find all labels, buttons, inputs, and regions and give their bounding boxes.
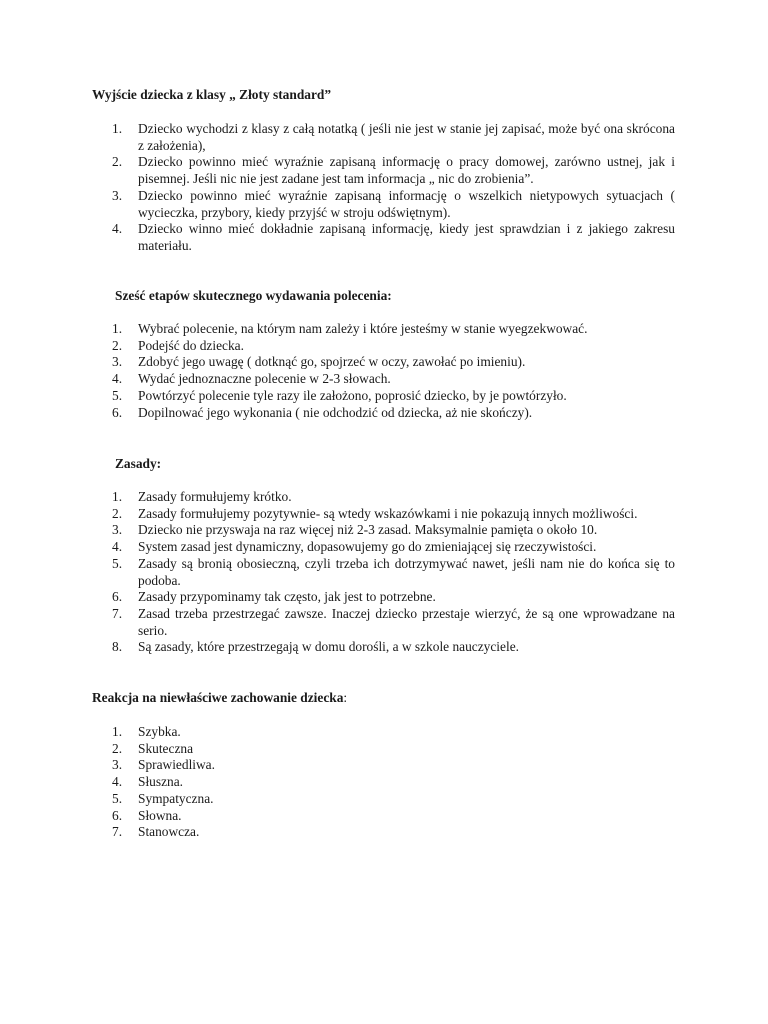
list-item-number: 1. <box>112 724 123 739</box>
list-item-text: Szybka. <box>138 724 181 739</box>
list-item <box>92 354 675 371</box>
list-item <box>92 606 675 639</box>
list-item <box>92 388 675 405</box>
list-item-text: Zdobyć jego uwagę ( dotknąć go, spojrzeć w oczy, zawołać po imieniu). <box>138 354 526 370</box>
list-item <box>92 791 675 808</box>
list-item-number: 5. <box>112 387 123 403</box>
list-item <box>92 405 675 422</box>
list-item-number: 2. <box>112 740 123 756</box>
list-item-text: Słuszna. <box>138 774 184 790</box>
section-heading-suffix: : <box>343 690 348 705</box>
list-item-text: Dziecko winno mieć dokładnie zapisaną informację, kiedy jest sprawdzian i z jakiego zakresu materiału. <box>138 221 675 253</box>
numbered-list <box>92 724 675 841</box>
section-heading-text: Sześć etapów skutecznego wydawania polecenia: <box>115 288 392 303</box>
list-item <box>92 371 675 388</box>
list-item <box>92 724 675 741</box>
list-item-number: 1. <box>112 489 123 504</box>
list-item-number: 6. <box>112 404 123 420</box>
list-item-number: 6. <box>112 807 123 823</box>
list-item-number: 7. <box>112 605 123 621</box>
list-item <box>92 154 675 187</box>
numbered-list <box>92 121 675 255</box>
list-item-text: Zasady formułujemy krótko. <box>138 489 292 504</box>
list-item-number: 4. <box>112 221 123 237</box>
list-item-number: 3. <box>112 187 123 203</box>
numbered-list <box>92 321 675 421</box>
list-item-text: Stanowcza. <box>138 824 200 840</box>
list-item <box>92 522 675 539</box>
list-item-number: 2. <box>112 505 123 521</box>
list-item-number: 2. <box>112 154 123 170</box>
list-item-number: 4. <box>112 539 123 555</box>
list-item-text: Zasady formułujemy pozytywnie- są wtedy wskazówkami i nie pokazują innych możliwości. <box>138 505 638 521</box>
list-item-text: Powtórzyć polecenie tyle razy ile założono, poprosić dziecko, by je powtórzyło. <box>138 387 567 403</box>
list-item-number: 2. <box>112 337 123 353</box>
list-item-number: 1. <box>112 321 123 336</box>
list-item-text: Sprawiedliwa. <box>138 757 215 773</box>
list-item-text: Zasad trzeba przestrzegać zawsze. Inaczej dziecko przestaje wierzyć, że są one wprowadzane na serio. <box>138 605 675 638</box>
section-heading-text: Reakcja na niewłaściwe zachowanie dziecka <box>92 690 344 705</box>
list-item-text: Słowna. <box>138 807 182 823</box>
list-item-text: Dopilnować jego wykonania ( nie odchodzić od dziecka, aż nie skończy). <box>138 404 533 420</box>
list-item <box>92 506 675 523</box>
list-item-text: Podejść do dziecka. <box>138 337 244 353</box>
section-heading-text: Wyjście dziecka z klasy „ Złoty standard” <box>92 87 332 102</box>
list-item <box>92 808 675 825</box>
list-item-text: Zasady przypominamy tak często, jak jest to potrzebne. <box>138 589 436 605</box>
list-item <box>92 556 675 589</box>
section-heading <box>115 288 392 305</box>
list-item-number: 5. <box>112 790 123 806</box>
list-item-number: 4. <box>112 371 123 387</box>
list-item-number: 4. <box>112 774 123 790</box>
list-item <box>92 639 675 656</box>
list-item <box>92 774 675 791</box>
list-item <box>92 824 675 841</box>
list-item-text: Dziecko nie przyswaja na raz więcej niż 2-3 zasad. Maksymalnie pamięta o około 10. <box>138 522 598 538</box>
list-item-text: Zasady są bronią obosieczną, czyli trzeba ich dotrzymywać nawet, jeśli nam nie do końca się to podoba. <box>138 555 675 588</box>
list-item-text: Dziecko powinno mieć wyraźnie zapisaną informację o pracy domowej, zarówno ustnej, jak i pisemnej. Jeśli nic nie jest zadane jest tam informacja „ nic do zrobienia”. <box>138 154 675 187</box>
section-heading-text: Zasady: <box>115 456 162 471</box>
list-item-text: Są zasady, które przestrzegają w domu dorośli, a w szkole nauczyciele. <box>138 639 519 655</box>
list-item-number: 3. <box>112 757 123 773</box>
list-item <box>92 489 675 506</box>
list-item-number: 1. <box>112 121 123 136</box>
numbered-list <box>92 489 675 656</box>
list-item <box>92 741 675 758</box>
list-item <box>92 188 675 221</box>
list-item <box>92 321 675 338</box>
list-item-text: Wydać jednoznaczne polecenie w 2-3 słowach. <box>138 371 391 387</box>
list-item <box>92 221 675 254</box>
list-item <box>92 539 675 556</box>
list-item-text: Wybrać polecenie, na którym nam zależy i które jesteśmy w stanie wyegzekwować. <box>138 321 588 336</box>
list-item-number: 6. <box>112 589 123 605</box>
list-item <box>92 589 675 606</box>
list-item <box>92 121 675 154</box>
section-heading <box>92 690 347 707</box>
list-item-number: 3. <box>112 522 123 538</box>
list-item-number: 8. <box>112 639 123 655</box>
list-item-text: Skuteczna <box>138 740 194 756</box>
list-item-text: System zasad jest dynamiczny, dopasowujemy go do zmieniającej się rzeczywistości. <box>138 539 597 555</box>
list-item-text: Dziecko wychodzi z klasy z całą notatką ( jeśli nie jest w stanie jej zapisać, może być ona skrócona z założenia), <box>138 121 675 153</box>
list-item-number: 3. <box>112 354 123 370</box>
section-heading <box>115 456 161 473</box>
list-item-text: Sympatyczna. <box>138 790 214 806</box>
list-item-number: 5. <box>112 555 123 571</box>
list-item <box>92 757 675 774</box>
list-item-text: Dziecko powinno mieć wyraźnie zapisaną informację o wszelkich nietypowych sytuacjach ( wycieczka, przybory, kiedy przyjść w stroju odświętnym). <box>138 187 675 220</box>
section-heading <box>92 87 331 104</box>
list-item-number: 7. <box>112 824 123 840</box>
list-item <box>92 338 675 355</box>
